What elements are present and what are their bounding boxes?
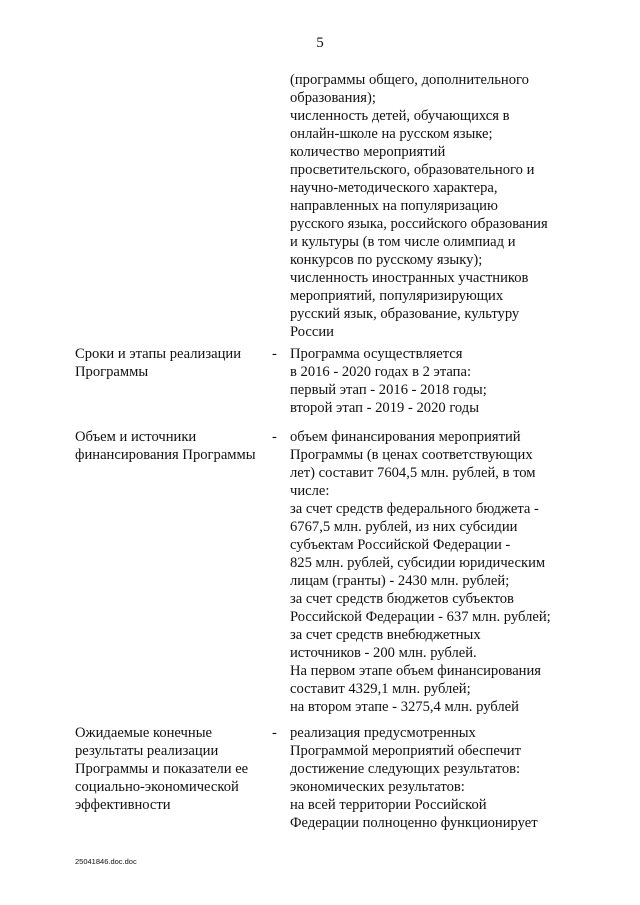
text-line: 825 млн. рублей, субсидии юридическим: [290, 555, 546, 571]
label-line: Сроки и этапы реализации: [75, 346, 242, 362]
text-line: на втором этапе - 3275,4 млн. рублей: [290, 699, 519, 715]
page-number: 5: [316, 35, 324, 51]
separator-dash: -: [272, 346, 277, 362]
label-line: Объем и источники: [75, 429, 197, 445]
text-line: реализация предусмотренных: [290, 725, 476, 741]
text-line: и культуры (в том числе олимпиад и: [290, 234, 516, 250]
text-line: образования);: [290, 90, 376, 106]
text-line: второй этап - 2019 - 2020 годы: [290, 400, 480, 416]
text-line-part: достижение следующих результатов:: [290, 761, 521, 777]
separator-dash: -: [272, 725, 277, 741]
text-line: Программой мероприятий обеспечит: [290, 743, 521, 759]
text-line: числе:: [290, 483, 330, 499]
text-line: конкурсов по русскому языку);: [290, 252, 483, 268]
text-line: за счет средств бюджетов субъектов: [290, 591, 514, 607]
text-line: Программа осуществляется: [290, 346, 463, 362]
text-line: просветительского, образовательного и: [290, 162, 535, 178]
text-line: лицам (гранты) - 2430 млн. рублей;: [290, 573, 510, 589]
text-line: Российской Федерации - 637 млн. рублей;: [290, 609, 551, 625]
text-line: России: [290, 324, 334, 340]
text-line: (программы общего, дополнительного: [290, 72, 529, 88]
text-line: первый этап - 2016 - 2018 годы;: [290, 382, 487, 398]
section-content: [290, 345, 570, 417]
text-line: направленных на популяризацию: [290, 198, 498, 214]
text-line: онлайн-школе на русском языке;: [290, 126, 493, 142]
label-line: финансирования Программы: [75, 447, 256, 463]
label-line: результаты реализации: [75, 743, 219, 759]
label-line: Ожидаемые конечные: [75, 725, 212, 741]
text-line: русский язык, образование, культуру: [290, 306, 520, 322]
text-line: количество мероприятий: [290, 144, 446, 160]
section-label: [75, 724, 265, 814]
separator-dash: -: [272, 429, 277, 445]
text-line: численность детей, обучающихся в: [290, 108, 510, 124]
text-line: 6767,5 млн. рублей, из них субсидии: [290, 519, 518, 535]
section-label: [75, 428, 265, 464]
text-line: за счет средств внебюджетных: [290, 627, 481, 643]
label-line: Программы и показатели ее: [75, 761, 249, 777]
text-line: русского языка, российского образования: [290, 216, 548, 232]
text-line: [290, 760, 570, 778]
continuation-text: [290, 71, 570, 341]
label-line: социально-экономической: [75, 779, 239, 795]
document-file-code: 25041846.doc.doc: [75, 857, 137, 866]
text-line: источников - 200 млн. рублей.: [290, 645, 477, 661]
text-line: На первом этапе объем финансирования: [290, 663, 542, 679]
text-line: Федерации полноценно функционирует: [290, 815, 538, 831]
text-line: численность иностранных участников: [290, 270, 529, 286]
text-line: составит 4329,1 млн. рублей;: [290, 681, 471, 697]
label-line: Программы: [75, 364, 149, 380]
text-line: на всей территории Российской: [290, 797, 487, 813]
text-line: за счет средств федерального бюджета -: [290, 501, 539, 517]
label-line: эффективности: [75, 797, 171, 813]
text-line: в 2016 - 2020 годах в 2 этапа:: [290, 364, 471, 380]
section-label: [75, 345, 265, 381]
text-line: мероприятий, популяризирующих: [290, 288, 504, 304]
text-line: субъектам Российской Федерации -: [290, 537, 511, 553]
text-line: Программы (в ценах соответствующих: [290, 447, 533, 463]
text-line: научно-методического характера,: [290, 180, 498, 196]
text-line: экономических результатов:: [290, 779, 465, 795]
text-line: объем финансирования мероприятий: [290, 429, 521, 445]
text-line: лет) составит 7604,5 млн. рублей, в том: [290, 465, 536, 481]
section-content: [290, 428, 570, 716]
section-content: [290, 724, 570, 832]
